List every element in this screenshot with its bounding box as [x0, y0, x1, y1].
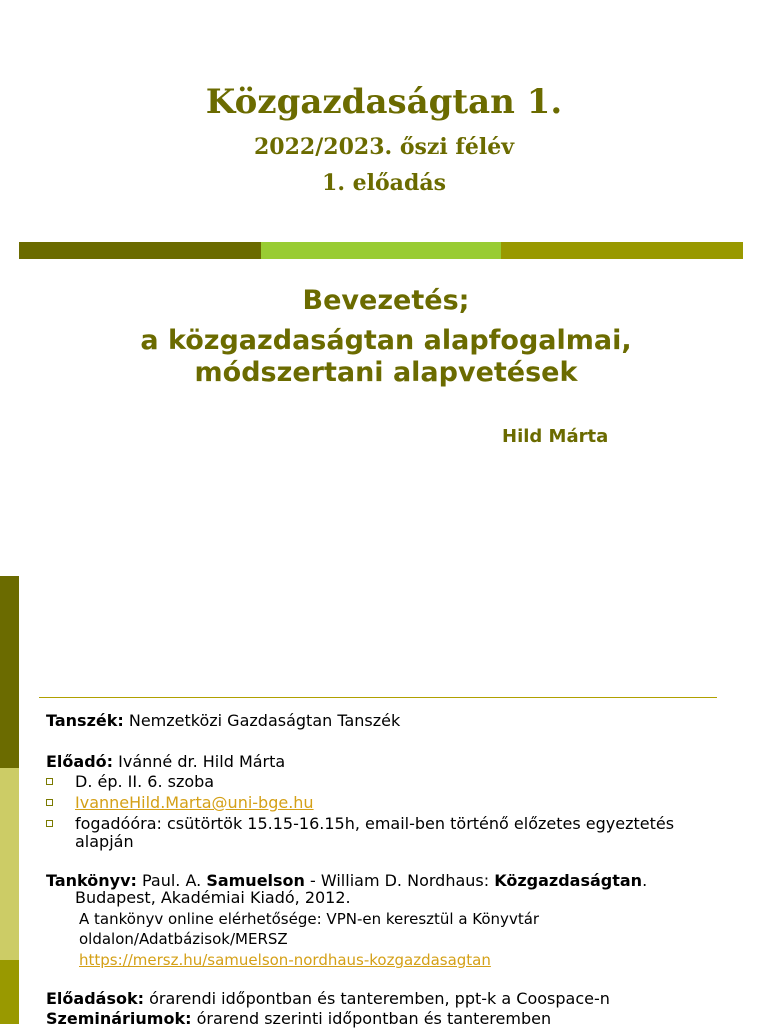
- office-hours-text-cont: alapján: [75, 832, 134, 851]
- textbook-title: Közgazdaságtan: [494, 871, 643, 890]
- department-label: Tanszék:: [46, 711, 124, 730]
- office-hours-text: fogadóóra: csütörtök 15.15-16.15h, email-ben történő előzetes egyeztetés: [75, 814, 675, 833]
- department-line: [46, 711, 400, 731]
- department-value: Nemzetközi Gazdaságtan Tanszék: [123, 711, 401, 730]
- online-access-path: oldalon/Adatbázisok/MERSZ: [79, 930, 288, 948]
- seminars-value: órarend szerinti időpontban és tanteremben: [191, 1009, 552, 1028]
- side-bar-olive: [0, 960, 19, 1024]
- lecturer-label: Előadó:: [46, 752, 114, 771]
- square-bullet-icon: [46, 820, 53, 827]
- textbook-part-1: Paul. A.: [136, 871, 207, 890]
- divider-band-dark: [19, 242, 261, 259]
- seminars-label: Szemináriumok:: [46, 1009, 192, 1028]
- side-bar-dark: [0, 576, 19, 768]
- subtitle-line-3: módszertani alapvetések: [194, 357, 578, 388]
- lectures-label: Előadások:: [46, 989, 145, 1008]
- textbook-author: Samuelson: [206, 871, 305, 890]
- email-link[interactable]: IvanneHild.Marta@uni-bge.hu: [75, 793, 314, 812]
- subtitle-line-1: Bevezetés;: [302, 285, 470, 316]
- author-name: Hild Márta: [502, 426, 609, 447]
- horizontal-rule: [39, 697, 717, 698]
- side-bar-pale: [0, 768, 19, 960]
- seminars-line: [46, 1009, 551, 1029]
- lecture-number: 1. előadás: [322, 170, 446, 196]
- lectures-value: órarendi időpontban és tanteremben, ppt-k a Coospace-n: [144, 989, 610, 1008]
- square-bullet-icon: [46, 799, 53, 806]
- divider-band-green: [261, 242, 501, 259]
- textbook-label: Tankönyv:: [46, 871, 137, 890]
- online-access-text: A tankönyv online elérhetősége: VPN-en keresztül a Könyvtár: [79, 910, 540, 928]
- square-bullet-icon: [46, 778, 53, 785]
- semester-label: 2022/2023. őszi félév: [254, 134, 514, 160]
- textbook-part-2: - William D. Nordhaus:: [304, 871, 495, 890]
- room-text: D. ép. II. 6. szoba: [75, 772, 215, 791]
- lecturer-value: Ivánné dr. Hild Márta: [113, 752, 286, 771]
- subtitle-line-2: a közgazdaságtan alapfogalmai,: [140, 325, 632, 356]
- lecturer-line: [46, 752, 285, 772]
- page-title: Közgazdaságtan 1.: [205, 82, 563, 122]
- textbook-part-3: .: [642, 871, 648, 890]
- lectures-line: [46, 989, 610, 1009]
- textbook-online-link[interactable]: https://mersz.hu/samuelson-nordhaus-kozgazdasagtan: [79, 951, 491, 969]
- divider-band-olive: [501, 242, 743, 259]
- textbook-publisher: Budapest, Akadémiai Kiadó, 2012.: [75, 888, 351, 907]
